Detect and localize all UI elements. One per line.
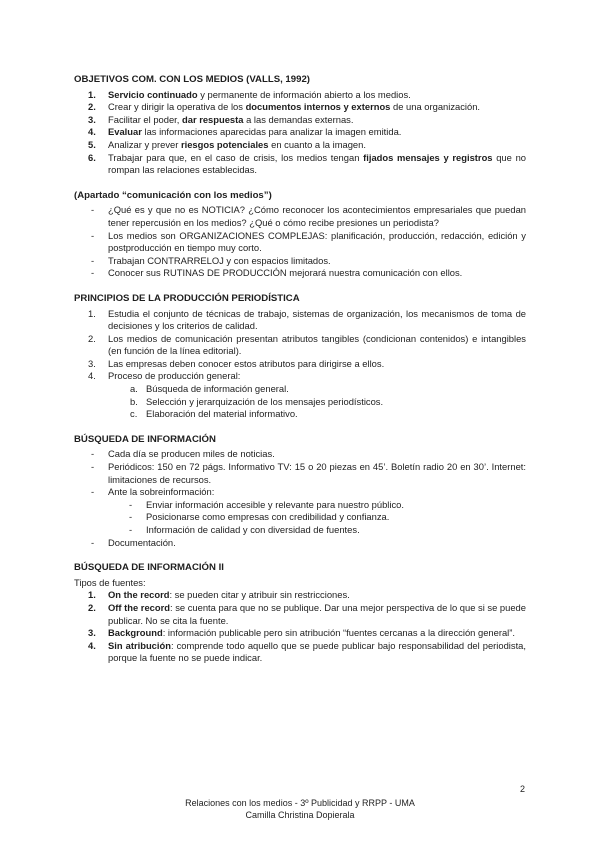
item-number: 1.	[88, 88, 96, 100]
section-heading: OBJETIVOS COM. CON LOS MEDIOS (VALLS, 1992)	[74, 74, 310, 85]
section-principios	[74, 293, 526, 421]
list-item	[74, 101, 526, 114]
list-item	[74, 640, 526, 665]
sub-list-item	[74, 511, 526, 524]
list-item	[74, 448, 526, 461]
item-number: 3.	[88, 113, 96, 125]
item-text: Estudia el conjunto de técnicas de trabajo, sistemas de organización, los mecanismos de toma de decisiones y los criterios de calidad.	[108, 307, 526, 332]
item-text: Información de calidad y con diversidad de fuentes.	[146, 524, 360, 535]
list-item	[74, 89, 526, 102]
list-item	[74, 486, 526, 499]
item-letter: a.	[130, 383, 138, 395]
document-body	[74, 74, 526, 678]
list-item	[74, 308, 526, 333]
section-objetivos	[74, 74, 526, 177]
item-text: Trabajar para que, en el caso de crisis, los medios tengan	[108, 151, 364, 163]
bold-text: fijados mensajes y registros	[363, 151, 493, 163]
item-number: 4.	[88, 126, 96, 138]
dash-bullet: -	[129, 511, 133, 523]
item-text: en cuanto a la imagen.	[268, 138, 366, 150]
item-text: y permanente de información abierto a los medios.	[197, 88, 411, 100]
section-apartado	[74, 190, 526, 280]
list-item	[74, 370, 526, 383]
section-intro: Tipos de fuentes:	[74, 576, 146, 588]
item-text: Enviar información accesible y relevante para nuestro público.	[146, 498, 404, 510]
list-item	[74, 139, 526, 152]
list-item	[74, 204, 526, 229]
bold-text: Sin atribución	[108, 639, 171, 651]
item-text: Las empresas deben conocer estos atributos para dirigirse a ellos.	[108, 357, 385, 369]
item-number: 4.	[88, 639, 96, 651]
item-text: : se cuenta para que no se publique. Dar una mejor perspectiva de lo que si se puede publicar. No se cita la fuente.	[108, 601, 526, 626]
dash-bullet: -	[91, 204, 95, 216]
list-item	[74, 255, 526, 268]
section-heading: PRINCIPIOS DE LA PRODUCCIÓN PERIODÍSTICA	[74, 292, 300, 304]
list-item	[74, 126, 526, 139]
item-text: Cada día se producen miles de noticias.	[108, 448, 275, 460]
item-text: Analizar y prever	[108, 138, 181, 150]
list-item	[74, 267, 526, 280]
item-number: 1.	[88, 307, 96, 319]
footer-line-2: Camilla Christina Dopierala	[245, 810, 355, 820]
bold-text: dar respuesta	[182, 113, 244, 125]
item-text: Elaboración del material informativo.	[146, 408, 298, 420]
list-item	[74, 333, 526, 358]
item-text: Los medios son ORGANIZACIONES COMPLEJAS: planificación, producción, redacción, edición y postproducción en tiempo muy corto.	[108, 229, 526, 254]
item-number: 4.	[88, 370, 96, 382]
item-text: Facilitar el poder,	[108, 113, 182, 125]
item-text: Los medios de comunicación presentan atributos tangibles (condicionan contenidos) e intangibles (en función de la línea editorial).	[108, 332, 526, 357]
sub-list-item	[74, 396, 526, 409]
list-item	[74, 627, 526, 640]
item-text: a las demandas externas.	[243, 113, 354, 125]
dash-bullet: -	[91, 448, 95, 460]
list-item	[74, 602, 526, 627]
item-text: Proceso de producción general:	[108, 370, 241, 382]
bold-text: Background	[108, 627, 163, 639]
dash-bullet: -	[91, 536, 95, 548]
dash-bullet: -	[91, 229, 95, 241]
item-text: Trabajan CONTRARRELOJ y con espacios limitados.	[108, 254, 331, 266]
sub-list-item	[74, 499, 526, 512]
bold-text: Evaluar	[108, 126, 142, 138]
section-heading: BÚSQUEDA DE INFORMACIÓN II	[74, 562, 224, 574]
item-number: 2.	[88, 101, 96, 113]
bold-text: documentos internos y externos	[245, 101, 391, 113]
item-number: 2.	[88, 332, 96, 344]
sub-list-item	[74, 524, 526, 537]
dash-bullet: -	[91, 267, 95, 279]
item-number: 5.	[88, 138, 96, 150]
item-number: 3.	[88, 627, 96, 639]
item-number: 2.	[88, 601, 96, 613]
item-text: : se pueden citar y atribuir sin restricciones.	[169, 589, 350, 601]
item-text: : comprende todo aquello que se puede publicar bajo responsabilidad del periodista, porque la fuente no se puede indicar.	[108, 639, 526, 664]
list-item	[74, 537, 526, 550]
item-number: 6.	[88, 151, 96, 163]
item-text: Ante la sobreinformación:	[108, 486, 215, 498]
item-text: ¿Qué es y que no es NOTICIA? ¿Cómo reconocer los acontecimientos empresariales que puedan tener repercusión en los medios? ¿Qué o cómo recibe presiones un periodista?	[108, 204, 526, 228]
list-item	[74, 152, 526, 177]
item-number: 1.	[88, 589, 96, 601]
item-text: Posicionarse como empresas con credibilidad y confianza.	[146, 511, 390, 523]
list-item	[74, 461, 526, 486]
sub-list-item	[74, 408, 526, 421]
section-busqueda	[74, 434, 526, 549]
item-text: : información publicable pero sin atribución “fuentes cercanas a la dirección general”.	[162, 627, 515, 639]
item-text: las informaciones aparecidas para analizar la imagen emitida.	[141, 126, 402, 138]
list-item	[74, 230, 526, 255]
item-text: de una organización.	[390, 101, 481, 113]
item-text: Periódicos: 150 en 72 págs. Informativo TV: 15 o 20 piezas en 45’. Boletín radio 20 en 30’. Internet: limitaciones de recursos.	[108, 461, 526, 485]
bold-text: Servicio continuado	[108, 88, 198, 100]
item-letter: c.	[130, 408, 138, 420]
bold-text: Off the record	[108, 601, 170, 613]
list-item	[74, 358, 526, 371]
sub-list-item	[74, 383, 526, 396]
section-busqueda-ii	[74, 562, 526, 665]
item-text: que no rompan las relaciones establecidas.	[108, 151, 526, 176]
item-text: Búsqueda de información general.	[146, 383, 289, 395]
bold-text: On the record	[108, 589, 170, 601]
page-number: 2	[520, 784, 526, 794]
dash-bullet: -	[129, 524, 133, 535]
list-item	[74, 589, 526, 602]
section-heading: BÚSQUEDA DE INFORMACIÓN	[74, 433, 216, 445]
item-text: Crear y dirigir la operativa de los	[108, 101, 246, 113]
dash-bullet: -	[91, 486, 95, 498]
dash-bullet: -	[91, 254, 95, 266]
item-text: Documentación.	[108, 536, 176, 548]
list-item	[74, 114, 526, 127]
item-number: 3.	[88, 357, 96, 369]
bold-text: riesgos potenciales	[180, 138, 269, 150]
dash-bullet: -	[91, 461, 95, 473]
section-heading: (Apartado “comunicación con los medios”)	[74, 189, 272, 201]
dash-bullet: -	[129, 498, 133, 510]
item-letter: b.	[130, 395, 138, 407]
item-text: Conocer sus RUTINAS DE PRODUCCIÓN mejorará nuestra comunicación con ellos.	[108, 267, 463, 279]
footer-line-1: Relaciones con los medios - 3º Publicidad y RRPP - UMA	[185, 798, 415, 808]
item-text: Selección y jerarquización de los mensajes periodísticos.	[146, 395, 384, 407]
